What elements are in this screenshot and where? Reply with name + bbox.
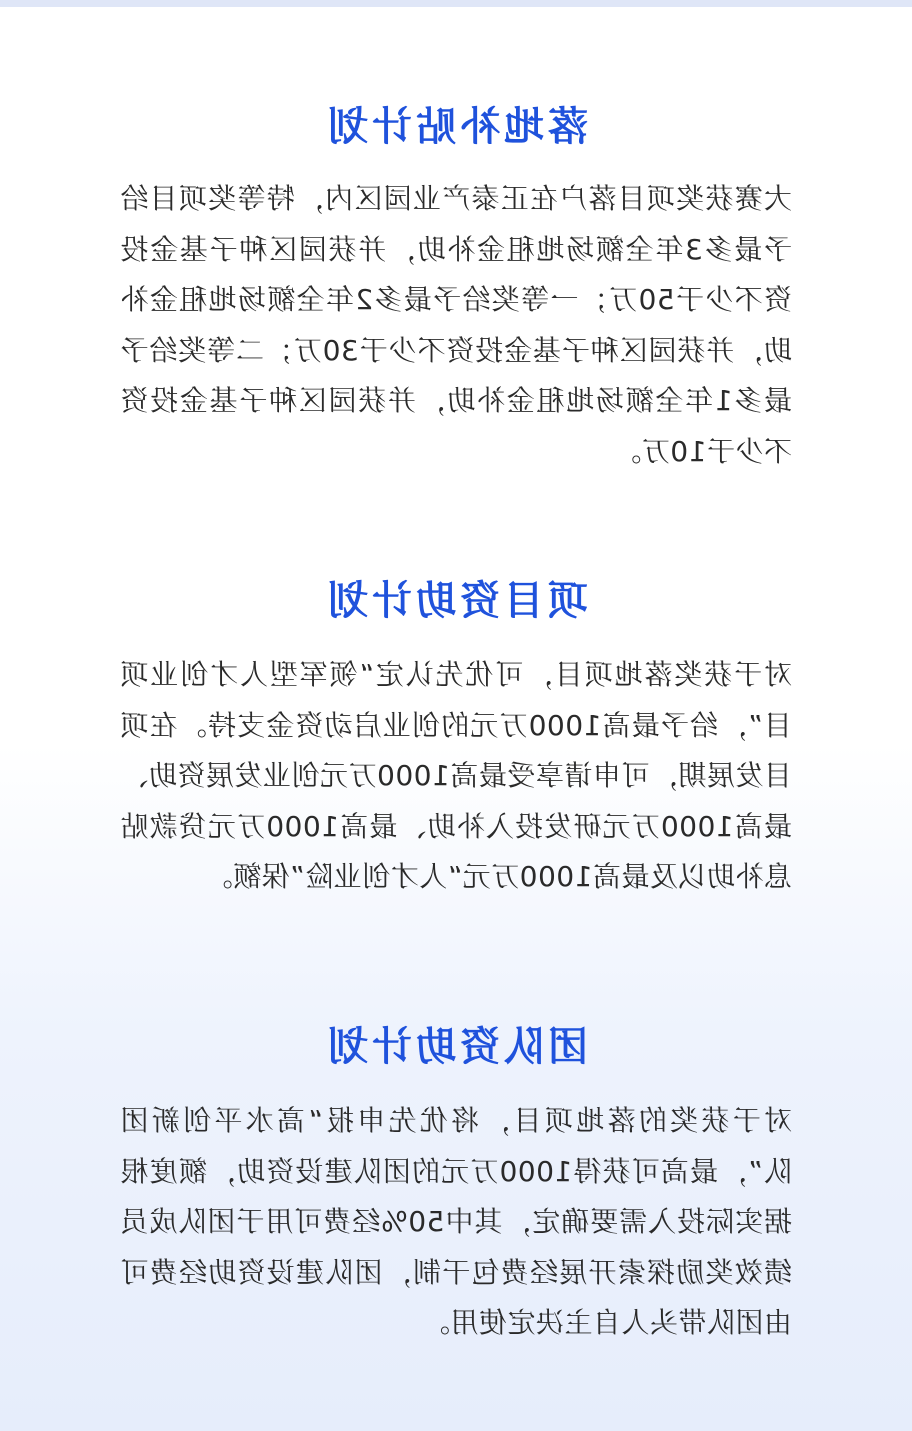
section-title: 落地补贴计划 bbox=[324, 104, 588, 150]
section-body: 对于获奖落地项目，可优先认定“领军型人才创业项目”，给予最高1000万元的创业启动资金支持。在项目发展期，可申请享受最高1000万元创业发展资助、最高1000万元研发投入补助、最高1000万元贷款贴息补助以及最高1000万元“人才创业险”保额。 bbox=[120, 658, 792, 893]
section-body: 对于获奖的落地项目，将优先申报“高水平创新团队”，最高可获得1000万元的团队建设资助，额度根据实际投入需要确定，其中50%经费可用于团队成员绩效奖励探索开展经费包干制，团队建设资助经费可由团队带头人自主决定使用。 bbox=[120, 1104, 792, 1339]
section-landing-subsidy bbox=[120, 102, 792, 477]
section-project-funding bbox=[120, 576, 792, 903]
section-title: 项目资助计划 bbox=[324, 578, 588, 624]
section-body: 大赛获奖项目落户在正泰产业园区内，特等奖项目给予最多3年全额场地租金补助，并获园区种子基金投资不少于50万；一等奖给予最多2年全额场地租金补助，并获园区种子基金投资不少于30万；二等奖给予最多1年全额场地租金补助，并获园区种子基金投资不少于10万。 bbox=[120, 182, 792, 468]
section-team-funding bbox=[120, 1022, 792, 1349]
section-title: 团队资助计划 bbox=[324, 1024, 588, 1070]
